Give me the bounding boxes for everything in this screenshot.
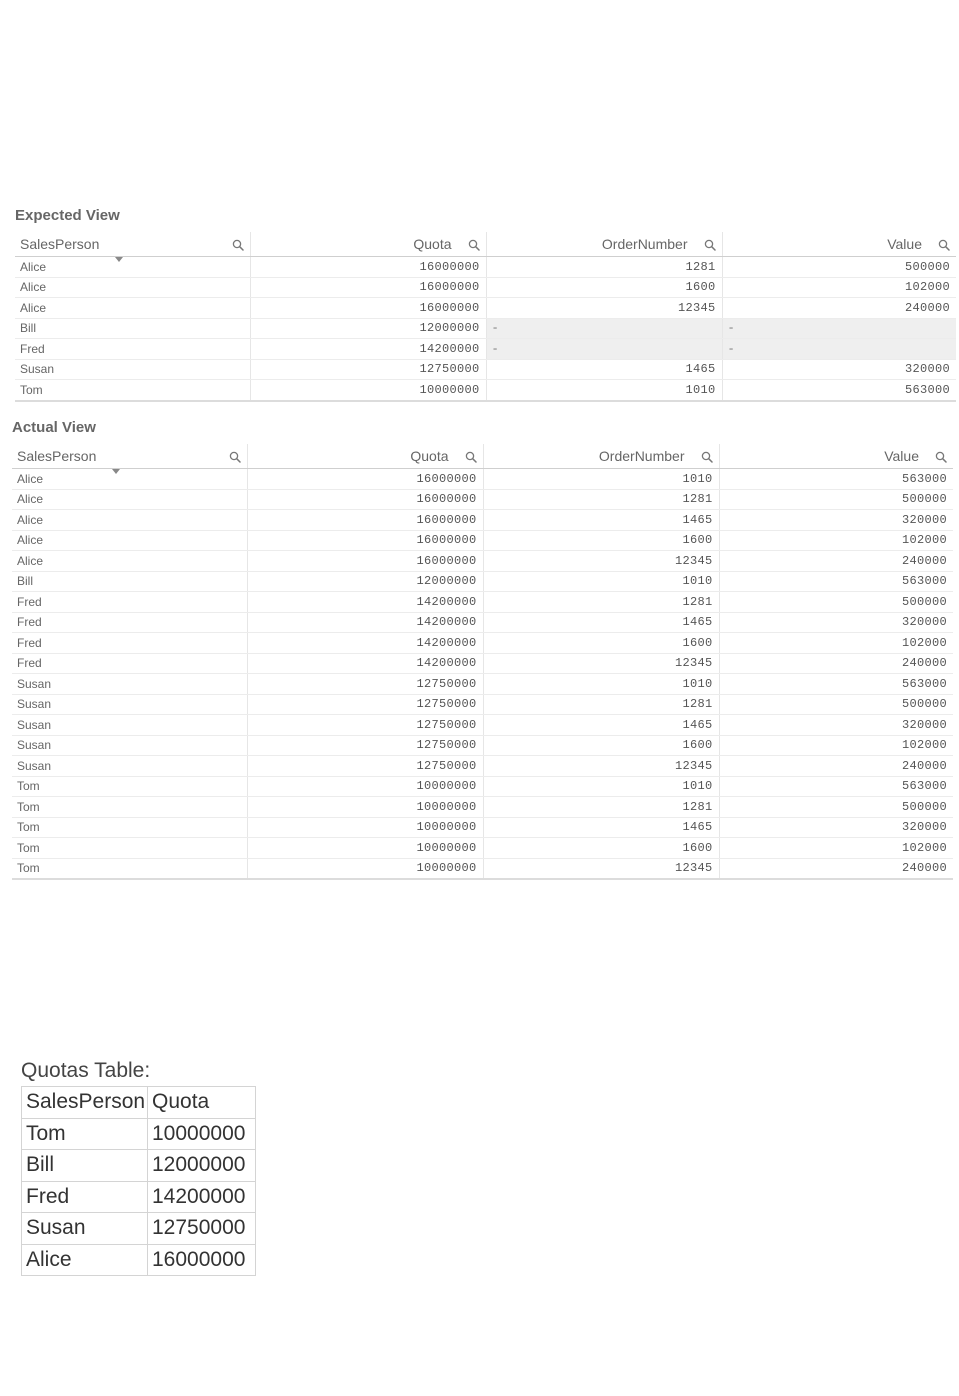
table-header-row [15,232,956,257]
column-header-value[interactable] [722,232,956,257]
cell-value: 563000 [719,776,953,797]
cell-value: 500000 [719,592,953,613]
cell-value: 240000 [719,756,953,777]
table-row[interactable] [12,653,953,674]
column-header-label: OrderNumber [601,236,688,252]
cell-quota: 16000000 [247,469,483,490]
table-row[interactable] [12,530,953,551]
cell-salesperson: Tom [12,838,247,859]
cell-quota: 16000000 [247,530,483,551]
cell-quota: 12750000 [250,359,486,380]
table-row[interactable] [15,359,956,380]
cell-value: 102000 [719,735,953,756]
cell-value: 320000 [719,715,953,736]
cell-value: 563000 [719,674,953,695]
cell-value: 240000 [719,653,953,674]
search-icon[interactable] [232,238,244,250]
table-row[interactable] [12,776,953,797]
actual-view-title: Actual View [12,419,96,436]
cell-value: 240000 [719,551,953,572]
table-row[interactable] [12,571,953,592]
cell-salesperson: Susan [12,735,247,756]
cell-value: 500000 [719,694,953,715]
cell-ordernumber: 1465 [483,817,719,838]
cell-ordernumber: 1281 [483,489,719,510]
quotas-row [22,1118,256,1150]
column-header-ordernumber[interactable] [483,444,719,469]
cell-value: - [722,318,956,339]
cell-quota: 16000000 [250,277,486,298]
cell-value: 320000 [722,359,956,380]
column-header-salesperson[interactable] [15,232,250,257]
table-row[interactable] [12,756,953,777]
cell-salesperson: Bill [12,571,247,592]
cell-value: 500000 [719,797,953,818]
table-row[interactable] [12,551,953,572]
cell-value: 240000 [722,298,956,319]
column-header-ordernumber[interactable] [486,232,722,257]
quotas-header-salesperson: SalesPerson [22,1087,148,1119]
cell-quota: 10000000 [247,797,483,818]
cell-salesperson: Tom [12,858,247,879]
cell-salesperson: Tom [15,380,250,401]
cell-salesperson: Bill [15,318,250,339]
cell-value: 320000 [719,510,953,531]
column-header-label: OrderNumber [598,448,685,464]
cell-quota: 12750000 [247,694,483,715]
cell-salesperson: Fred [12,592,247,613]
cell-quota: 16000000 [247,551,483,572]
cell-ordernumber: 12345 [483,858,719,879]
quotas-row [22,1244,256,1276]
quotas-cell-quota: 12750000 [148,1213,256,1245]
cell-value: 102000 [719,633,953,654]
table-row[interactable] [15,257,956,278]
cell-value: 102000 [722,277,956,298]
cell-quota: 16000000 [250,298,486,319]
cell-quota: 12000000 [247,571,483,592]
actual-view-table [12,444,953,880]
cell-salesperson: Fred [12,633,247,654]
table-header-row [12,444,953,469]
cell-value: 102000 [719,838,953,859]
table-row[interactable] [12,612,953,633]
cell-value: - [722,339,956,360]
search-icon[interactable] [465,450,477,462]
cell-salesperson: Fred [12,653,247,674]
cell-ordernumber: - [486,318,722,339]
cell-salesperson: Susan [15,359,250,380]
cell-salesperson: Alice [12,489,247,510]
cell-ordernumber: 1281 [486,257,722,278]
table-row[interactable] [12,817,953,838]
expected-view-table [15,232,956,402]
quotas-cell-quota: 10000000 [148,1118,256,1150]
cell-quota: 14200000 [247,612,483,633]
cell-quota: 16000000 [247,510,483,531]
table-row[interactable] [12,715,953,736]
column-header-label: Quota [413,236,452,252]
sort-descending-icon[interactable] [112,469,120,474]
cell-salesperson: Fred [15,339,250,360]
quotas-cell-salesperson: Tom [22,1118,148,1150]
quotas-cell-quota: 14200000 [148,1181,256,1213]
quotas-cell-salesperson: Alice [22,1244,148,1276]
cell-quota: 10000000 [250,380,486,401]
quotas-header-quota: Quota [148,1087,256,1119]
search-icon[interactable] [935,450,947,462]
cell-ordernumber: 1281 [483,694,719,715]
cell-ordernumber: 1465 [483,715,719,736]
cell-quota: 12750000 [247,674,483,695]
cell-salesperson: Alice [12,469,247,490]
cell-ordernumber: - [486,339,722,360]
quotas-table [21,1086,256,1276]
cell-salesperson: Alice [12,551,247,572]
cell-ordernumber: 12345 [483,756,719,777]
column-header-label: Quota [410,448,449,464]
cell-ordernumber: 1010 [483,674,719,695]
cell-ordernumber: 1600 [483,735,719,756]
cell-quota: 12750000 [247,756,483,777]
table-row[interactable] [12,735,953,756]
table-row[interactable] [15,380,956,401]
quotas-cell-quota: 12000000 [148,1150,256,1182]
column-header-value[interactable] [719,444,953,469]
cell-quota: 10000000 [247,838,483,859]
sort-descending-icon[interactable] [115,257,123,262]
cell-quota: 12000000 [250,318,486,339]
quotas-row [22,1213,256,1245]
cell-ordernumber: 1010 [483,571,719,592]
column-header-label: Value [884,448,919,464]
cell-value: 500000 [719,489,953,510]
cell-value: 563000 [719,469,953,490]
table-row[interactable] [12,674,953,695]
quotas-cell-salesperson: Bill [22,1150,148,1182]
quotas-header-row [22,1087,256,1119]
cell-salesperson: Tom [12,797,247,818]
table-row[interactable] [12,469,953,490]
cell-quota: 16000000 [250,257,486,278]
cell-salesperson: Alice [12,530,247,551]
search-icon[interactable] [468,238,480,250]
cell-quota: 14200000 [250,339,486,360]
quotas-row [22,1181,256,1213]
table-row[interactable] [15,339,956,360]
quotas-cell-salesperson: Fred [22,1181,148,1213]
cell-ordernumber: 12345 [486,298,722,319]
cell-quota: 14200000 [247,653,483,674]
cell-quota: 12750000 [247,735,483,756]
cell-quota: 14200000 [247,633,483,654]
quotas-row [22,1150,256,1182]
search-icon[interactable] [938,238,950,250]
cell-ordernumber: 1010 [483,469,719,490]
cell-ordernumber: 1465 [483,612,719,633]
cell-ordernumber: 12345 [483,653,719,674]
cell-salesperson: Alice [15,298,250,319]
cell-salesperson: Susan [12,715,247,736]
cell-salesperson: Tom [12,776,247,797]
cell-value: 563000 [719,571,953,592]
cell-ordernumber: 1465 [483,510,719,531]
cell-quota: 14200000 [247,592,483,613]
quotas-cell-salesperson: Susan [22,1213,148,1245]
search-icon[interactable] [229,450,241,462]
cell-ordernumber: 1465 [486,359,722,380]
cell-value: 240000 [719,858,953,879]
table-row[interactable] [15,318,956,339]
cell-ordernumber: 1010 [486,380,722,401]
cell-salesperson: Tom [12,817,247,838]
cell-ordernumber: 1600 [483,838,719,859]
cell-salesperson: Susan [12,674,247,695]
cell-value: 320000 [719,817,953,838]
cell-salesperson: Susan [12,756,247,777]
column-header-quota[interactable] [247,444,483,469]
expected-view-title: Expected View [15,207,120,224]
cell-salesperson: Alice [15,277,250,298]
cell-salesperson: Susan [12,694,247,715]
table-row[interactable] [15,298,956,319]
column-header-label: SalesPerson [20,236,100,252]
table-row[interactable] [12,838,953,859]
cell-value: 320000 [719,612,953,633]
cell-ordernumber: 1281 [483,797,719,818]
quotas-cell-quota: 16000000 [148,1244,256,1276]
table-row[interactable] [12,858,953,879]
cell-ordernumber: 1010 [483,776,719,797]
column-header-salesperson[interactable] [12,444,247,469]
cell-quota: 10000000 [247,858,483,879]
cell-salesperson: Alice [12,510,247,531]
search-icon[interactable] [704,238,716,250]
search-icon[interactable] [701,450,713,462]
cell-salesperson: Alice [15,257,250,278]
table-row[interactable] [12,797,953,818]
cell-ordernumber: 12345 [483,551,719,572]
cell-quota: 16000000 [247,489,483,510]
column-header-label: Value [887,236,922,252]
quotas-table-title: Quotas Table: [21,1059,151,1082]
cell-quota: 12750000 [247,715,483,736]
cell-ordernumber: 1600 [486,277,722,298]
cell-ordernumber: 1600 [483,530,719,551]
table-row[interactable] [12,489,953,510]
table-row[interactable] [12,510,953,531]
cell-salesperson: Fred [12,612,247,633]
cell-value: 500000 [722,257,956,278]
column-header-label: SalesPerson [17,448,97,464]
cell-value: 563000 [722,380,956,401]
cell-ordernumber: 1281 [483,592,719,613]
table-row[interactable] [12,694,953,715]
cell-value: 102000 [719,530,953,551]
table-row[interactable] [12,592,953,613]
cell-quota: 10000000 [247,776,483,797]
cell-quota: 10000000 [247,817,483,838]
table-row[interactable] [15,277,956,298]
table-row[interactable] [12,633,953,654]
column-header-quota[interactable] [250,232,486,257]
cell-ordernumber: 1600 [483,633,719,654]
